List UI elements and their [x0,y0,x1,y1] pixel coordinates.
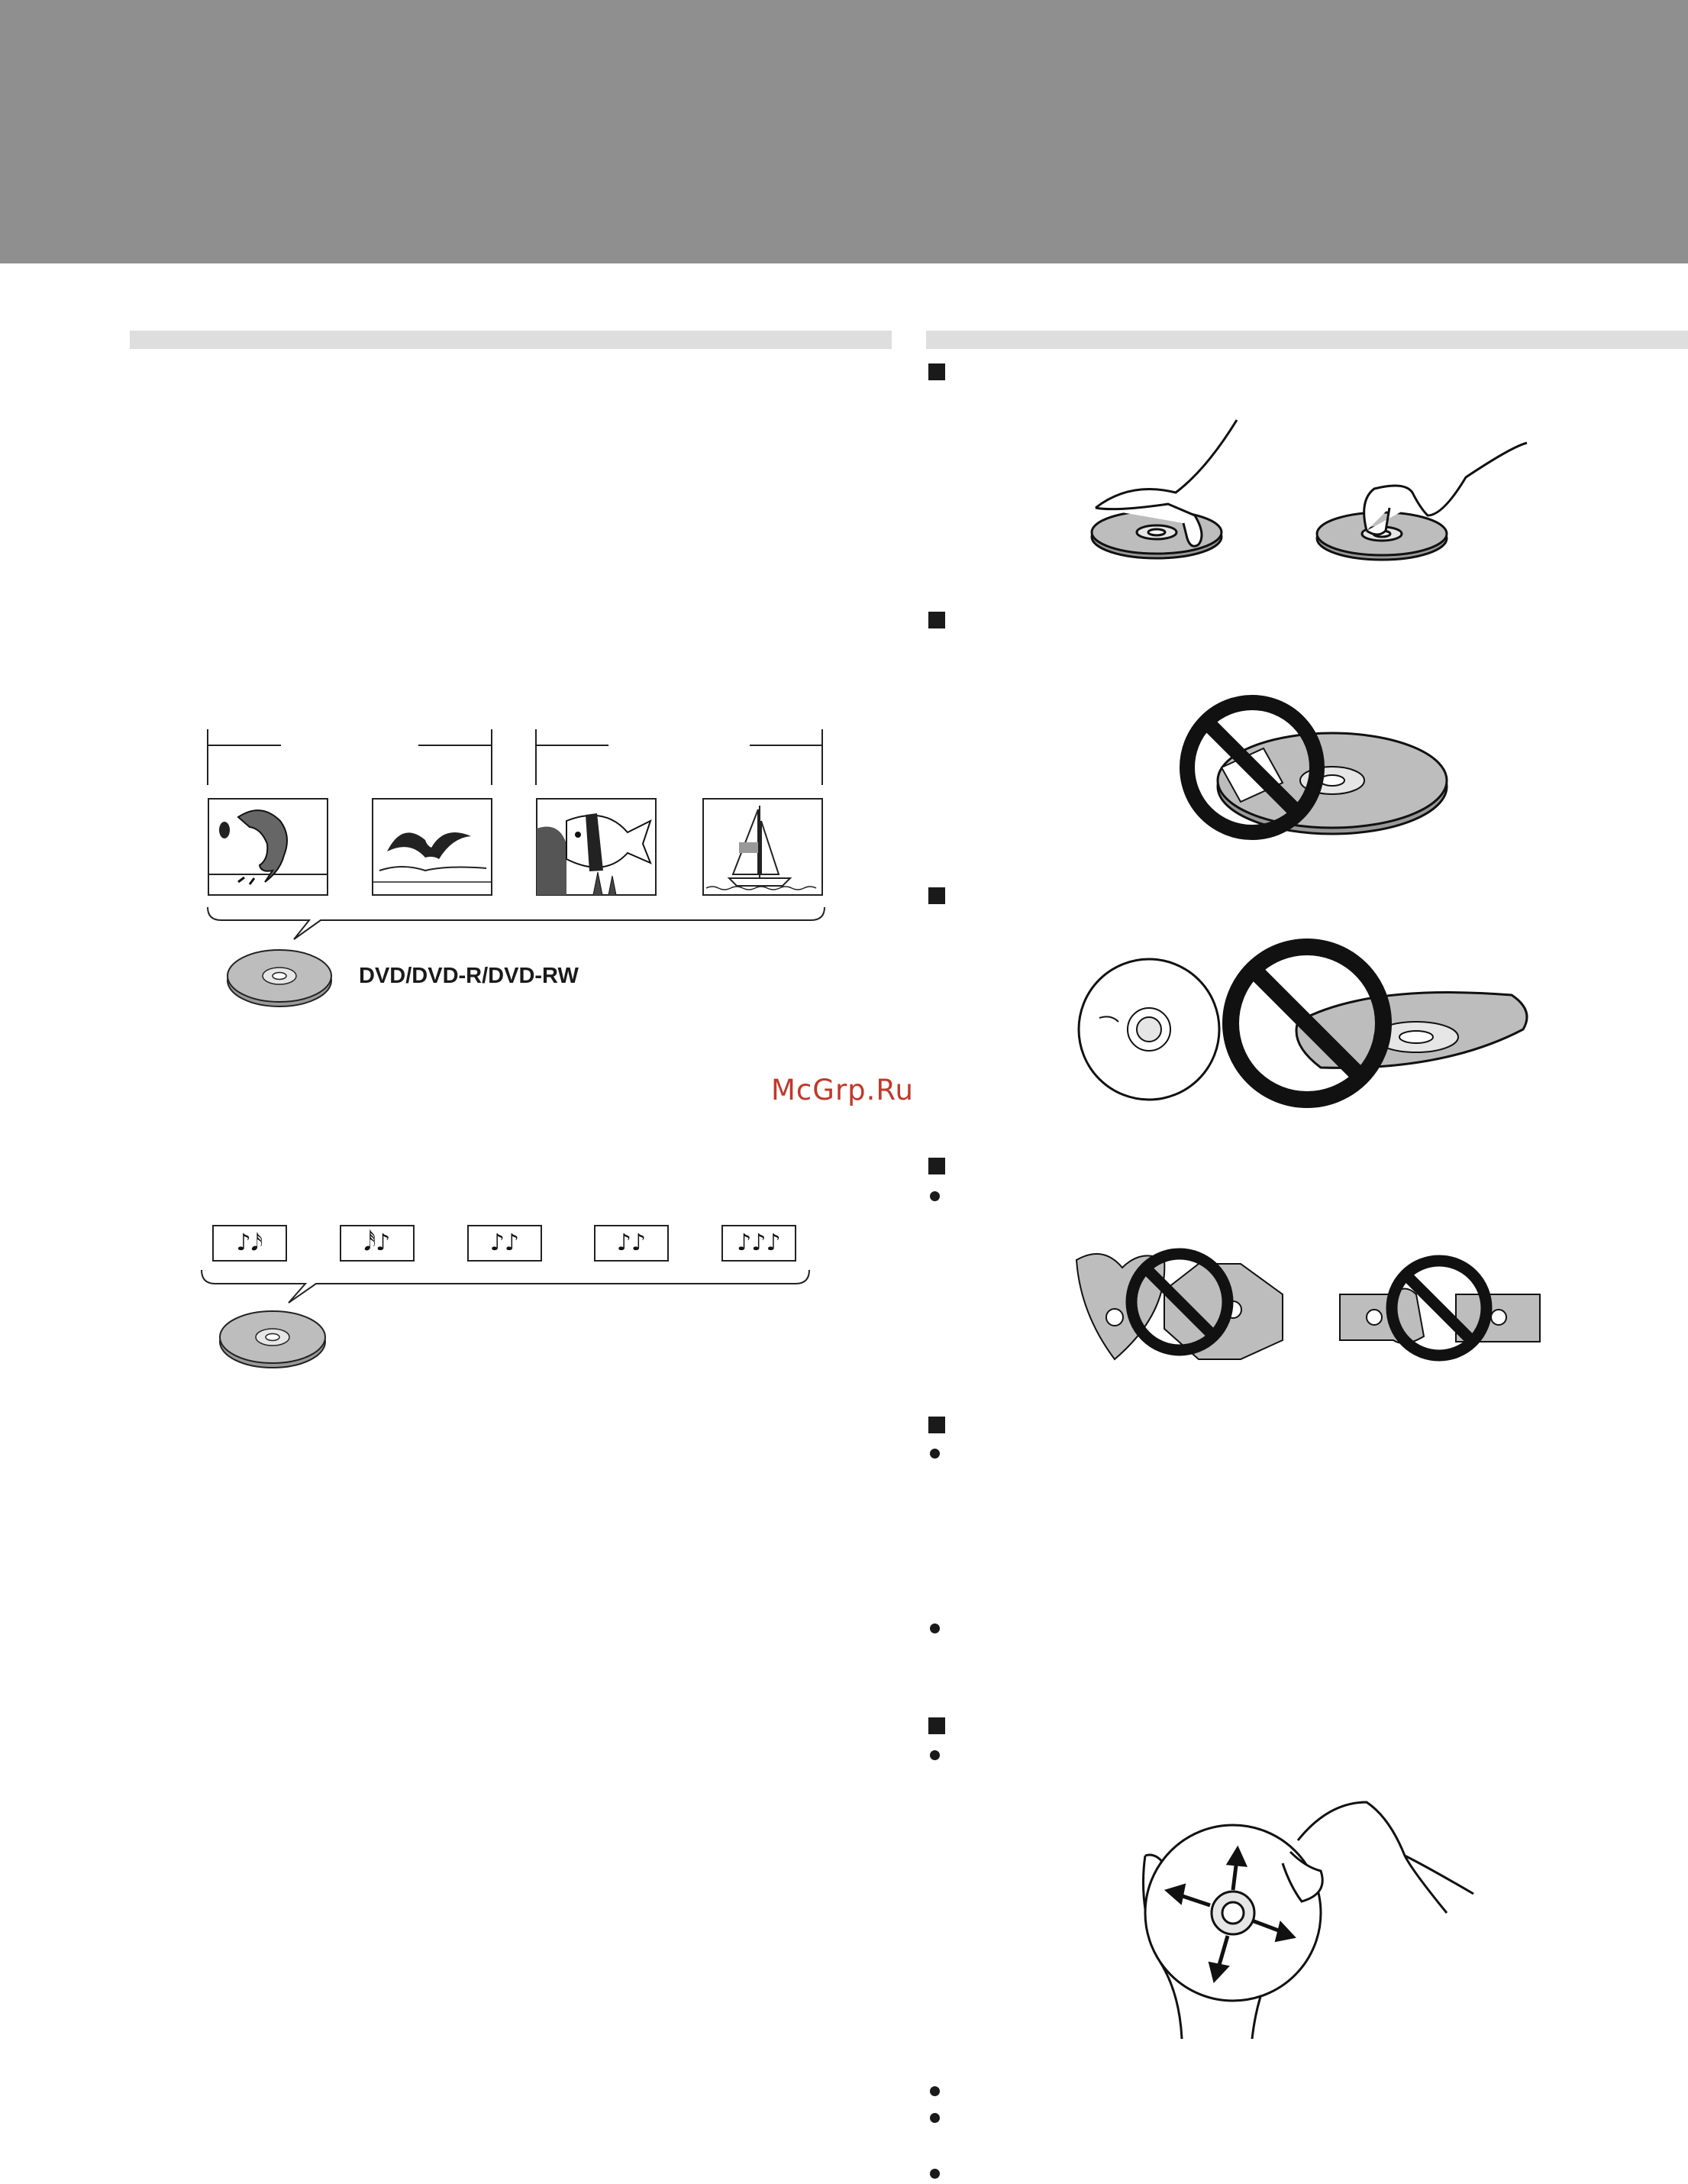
hand-holding-disc-illustration [1084,416,1542,569]
bullet-2 [930,1449,940,1459]
bullet-5 [930,2086,940,2096]
prohibition-icon [1231,947,1383,1100]
section-marker-4 [928,1158,945,1174]
section-marker-2 [928,612,945,628]
no-odd-shaped-disc-illustration-2 [1332,1252,1550,1367]
bullet-1 [930,1191,940,1201]
cd-track-5: ♪♪♪ [721,1225,796,1262]
no-warped-disc-illustration [1076,938,1542,1113]
cd-disc-icon [218,1308,327,1369]
cleaning-disc-illustration [1138,1795,1481,2047]
section-marker-3 [928,887,945,904]
no-odd-shaped-disc-illustration-1 [1073,1245,1290,1367]
cd-track-2: 𝅘𝅥𝅰♪ [340,1225,415,1262]
watermark: McGrp.Ru [771,1074,914,1107]
no-sticker-illustration [1168,687,1451,848]
bullet-6 [930,2113,940,2123]
cd-track-4: ♪♪ [594,1225,669,1262]
section-marker-5 [928,1417,945,1433]
bullet-7 [930,2169,940,2179]
section-marker-6 [928,1717,945,1734]
dvd-disc-label: DVD/DVD-R/DVD-RW [359,964,579,988]
bullet-3 [930,1623,940,1633]
cd-track-3: ♪♪ [467,1225,542,1262]
section-marker-1 [928,363,945,380]
cd-track-1: ♪𝅘𝅥𝅯 [212,1225,287,1262]
bullet-4 [930,1750,940,1760]
